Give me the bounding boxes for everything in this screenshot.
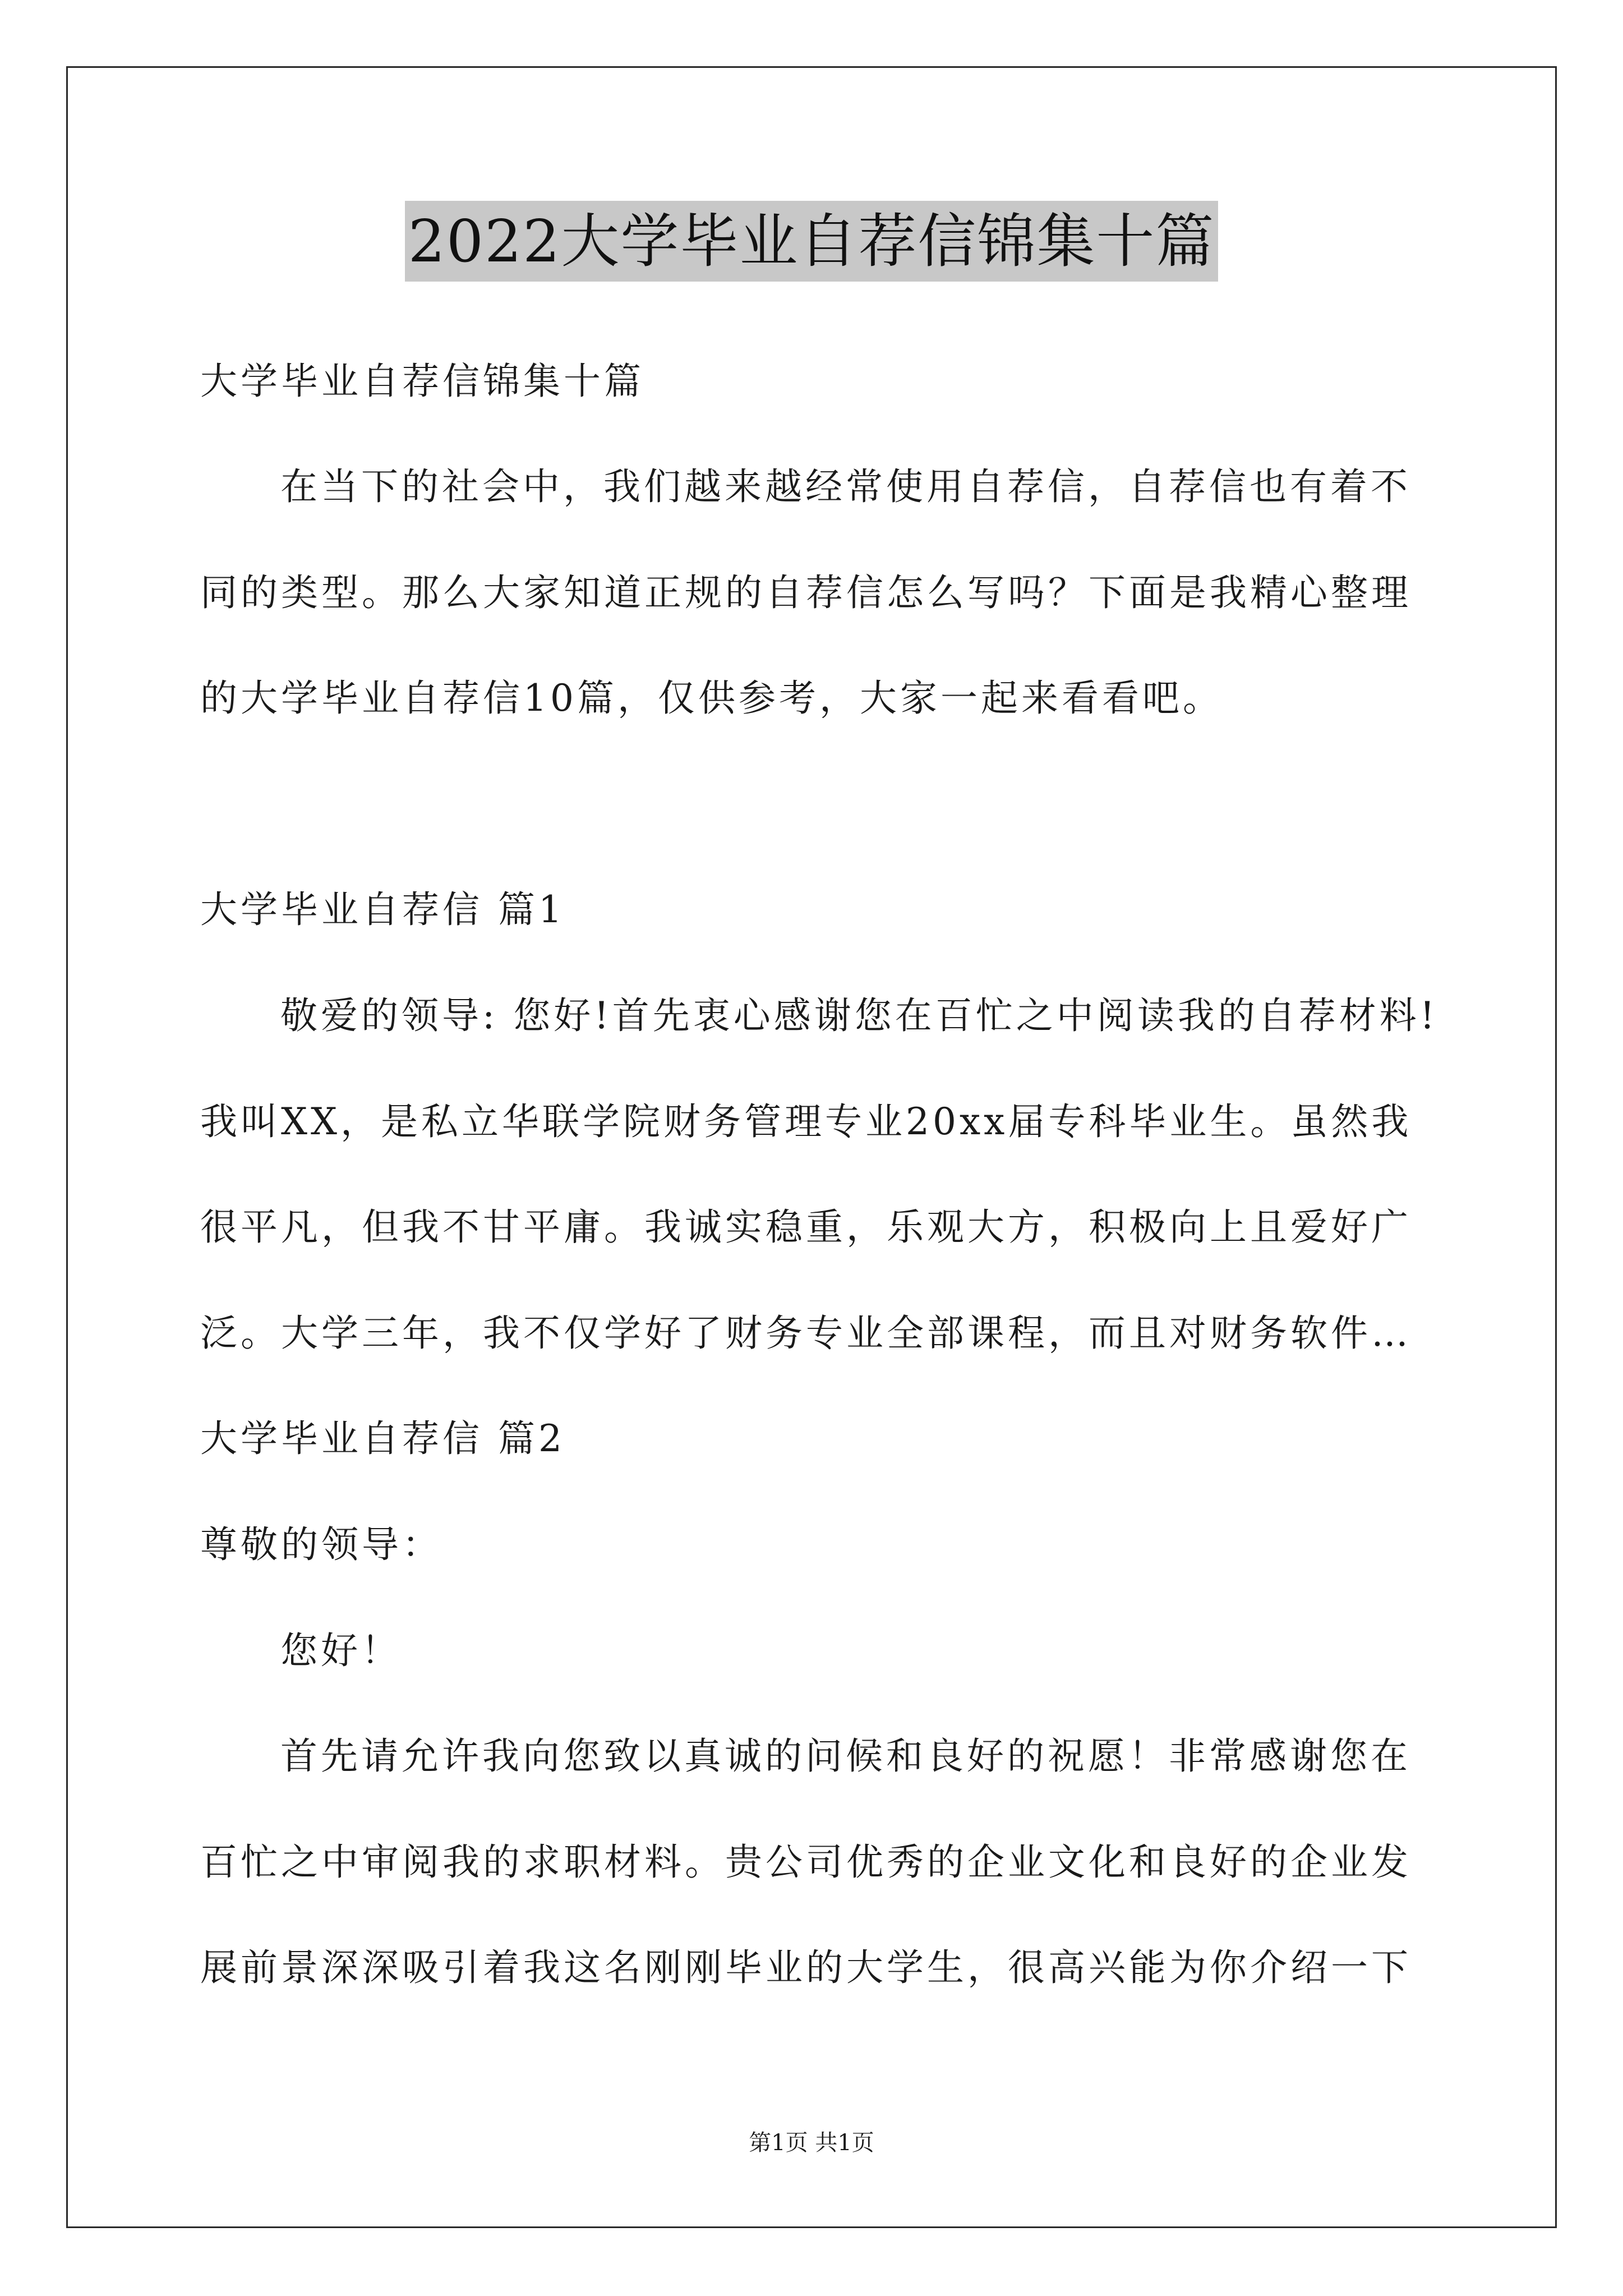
- greeting-line: 您好！: [280, 1629, 402, 1672]
- page-footer: 第1页 共1页: [749, 2130, 874, 2156]
- section-1-line-4: 泛。大学三年，我不仅学好了财务专业全部课程，而且对财务软件…: [200, 1312, 1412, 1355]
- section-heading-1: 大学毕业自荐信 篇1: [200, 888, 565, 931]
- section-1-line-1: 敬爱的领导: 您好!首先衷心感谢您在百忙之中阅读我的自荐材料!: [280, 994, 1438, 1037]
- intro-paragraph-line-2: 同的类型。那么大家知道正规的自荐信怎么写吗？下面是我精心整理: [200, 571, 1412, 614]
- subtitle-line: 大学毕业自荐信锦集十篇: [200, 360, 644, 403]
- section-1-line-3: 很平凡，但我不甘平庸。我诚实稳重，乐观大方，积极向上且爱好广: [200, 1205, 1412, 1249]
- section-2-line-1: 首先请允许我向您致以真诚的问候和良好的祝愿！非常感谢您在: [280, 1734, 1411, 1778]
- section-2-line-2: 百忙之中审阅我的求职材料。贵公司优秀的企业文化和良好的企业发: [200, 1841, 1412, 1884]
- title-container: [0, 201, 1623, 282]
- intro-paragraph-line-1: 在当下的社会中，我们越来越经常使用自荐信，自荐信也有着不: [280, 465, 1411, 508]
- section-1-line-2: 我叫XX，是私立华联学院财务管理专业20xx届专科毕业生。虽然我: [200, 1100, 1412, 1143]
- section-heading-2: 大学毕业自荐信 篇2: [200, 1417, 565, 1460]
- document-title: 2022大学毕业自荐信锦集十篇: [405, 201, 1219, 282]
- salutation-line: 尊敬的领导：: [200, 1523, 442, 1566]
- section-2-line-3: 展前景深深吸引着我这名刚刚毕业的大学生，很高兴能为你介绍一下: [200, 1946, 1412, 1989]
- intro-paragraph-line-3: 的大学毕业自荐信10篇，仅供参考，大家一起来看看吧。: [200, 677, 1223, 720]
